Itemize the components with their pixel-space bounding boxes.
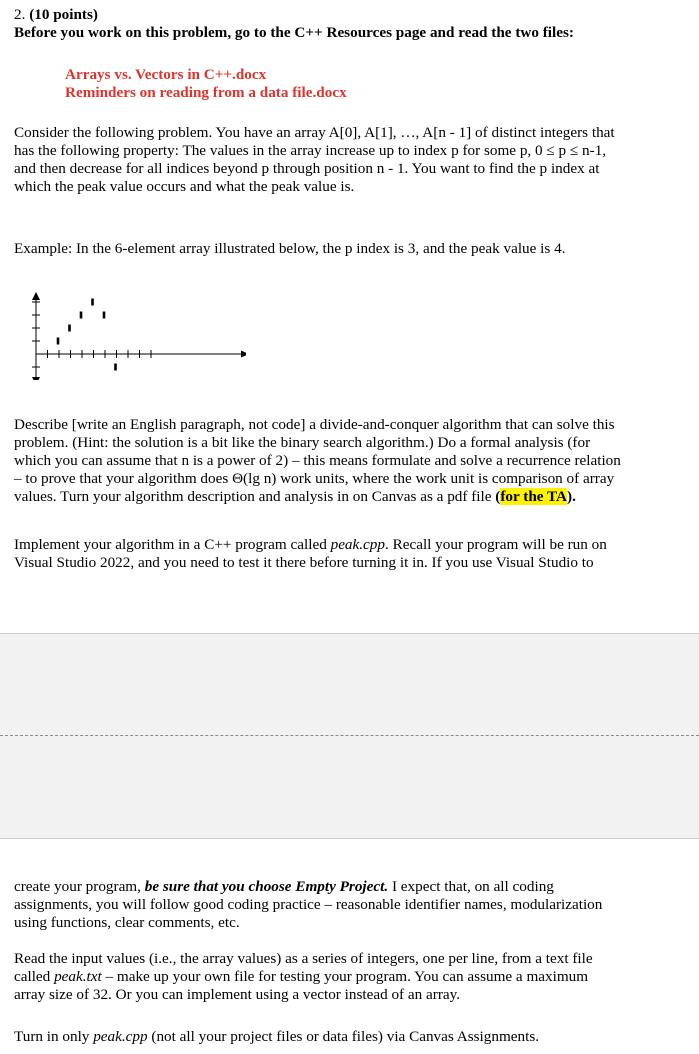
data-point (80, 312, 83, 319)
resource-links (65, 66, 347, 102)
problem-instruction: Before you work on this problem, go to the C++ Resources page and read the two files: (14, 24, 574, 41)
open-paren: ( (495, 488, 501, 505)
input-paragraph (14, 950, 690, 1004)
y-axis-arrow-up (32, 292, 40, 300)
text-segment: Implement your algorithm in a C++ program called (14, 536, 331, 553)
data-point (68, 325, 71, 332)
text-line: using functions, clear comments, etc. (14, 914, 240, 931)
filename-peak-cpp: peak.cpp (330, 536, 385, 553)
data-point (57, 338, 60, 345)
text-line: assignments, you will follow good coding practice – reasonable identifier names, modularization (14, 896, 603, 913)
close-paren: ). (567, 488, 576, 505)
x-axis-arrow (241, 351, 246, 358)
peak-array-graph (26, 284, 246, 380)
text-segment: create your program, (14, 878, 145, 895)
text-line: problem. (Hint: the solution is a bit like the binary search algorithm.) Do a formal analysis (for (14, 434, 591, 451)
text-segment: I expect that, on all coding (388, 878, 554, 895)
problem-points: (10 points) (29, 6, 98, 23)
example-text: Example: In the 6-element array illustrated below, the p index is 3, and the peak value is 4. (14, 240, 566, 257)
text-line: – to prove that your algorithm does Θ(lg n) work units, where the work unit is comparison of array (14, 470, 615, 487)
highlight-for-ta: for the TA (500, 488, 568, 505)
data-point (91, 299, 94, 306)
link-reading-data-file[interactable]: Reminders on reading from a data file.docx (65, 84, 347, 101)
coding-practice-paragraph (14, 878, 690, 932)
implementation-paragraph (14, 536, 690, 572)
data-point (103, 312, 106, 319)
filename-peak-txt: peak.txt (54, 968, 102, 985)
filename-peak-cpp: peak.cpp (93, 1028, 148, 1045)
turn-in-paragraph (14, 1028, 690, 1046)
text-line: Read the input values (i.e., the array values) as a series of integers, one per line, from a text file (14, 950, 593, 967)
problem-number: 2. (14, 6, 26, 23)
text-segment: (not all your project files or data files) via Canvas Assignments. (147, 1028, 540, 1045)
text-segment: . Recall your program will be run on (385, 536, 607, 553)
text-segment: Turn in only (14, 1028, 94, 1045)
problem-title (14, 6, 690, 24)
text-line: Consider the following problem. You have an array A[0], A[1], …, A[n - 1] of distinct integers that (14, 124, 615, 141)
text-line: has the following property: The values in the array increase up to index p for some p, 0 ≤ p ≤ n-1, (14, 142, 607, 159)
text-line (14, 878, 690, 896)
empty-project-emphasis: be sure that you choose Empty Project. (144, 878, 389, 895)
problem-header (14, 6, 690, 42)
text-line (14, 968, 690, 986)
text-segment: called (14, 968, 55, 985)
page-break-gap (0, 633, 699, 839)
text-line: and then decrease for all indices beyond p through position n - 1. You want to find the p index at (14, 160, 600, 177)
text-line: which the peak value occurs and what the peak value is. (14, 178, 355, 195)
text-line: array size of 32. Or you can implement using a vector instead of an array. (14, 986, 461, 1003)
text-segment: – make up your own file for testing your program. You can assume a maximum (101, 968, 589, 985)
y-axis-arrow-down (32, 377, 40, 380)
text-line (14, 536, 690, 554)
data-point (114, 364, 117, 371)
algorithm-paragraph (14, 416, 690, 506)
page-break-divider (0, 735, 699, 736)
text-line: which you can assume that n is a power of 2) – this means formulate and solve a recurrence relation (14, 452, 621, 469)
text-segment: values. Turn your algorithm description and analysis in on Canvas as a pdf file (14, 488, 496, 505)
problem-description (14, 124, 690, 196)
text-line: Describe [write an English paragraph, not code] a divide-and-conquer algorithm that can solve this (14, 416, 615, 433)
text-line: Visual Studio 2022, and you need to test it there before turning it in. If you use Visual Studio to (14, 554, 594, 571)
link-arrays-vs-vectors[interactable]: Arrays vs. Vectors in C++.docx (65, 66, 267, 83)
text-line (14, 488, 690, 506)
